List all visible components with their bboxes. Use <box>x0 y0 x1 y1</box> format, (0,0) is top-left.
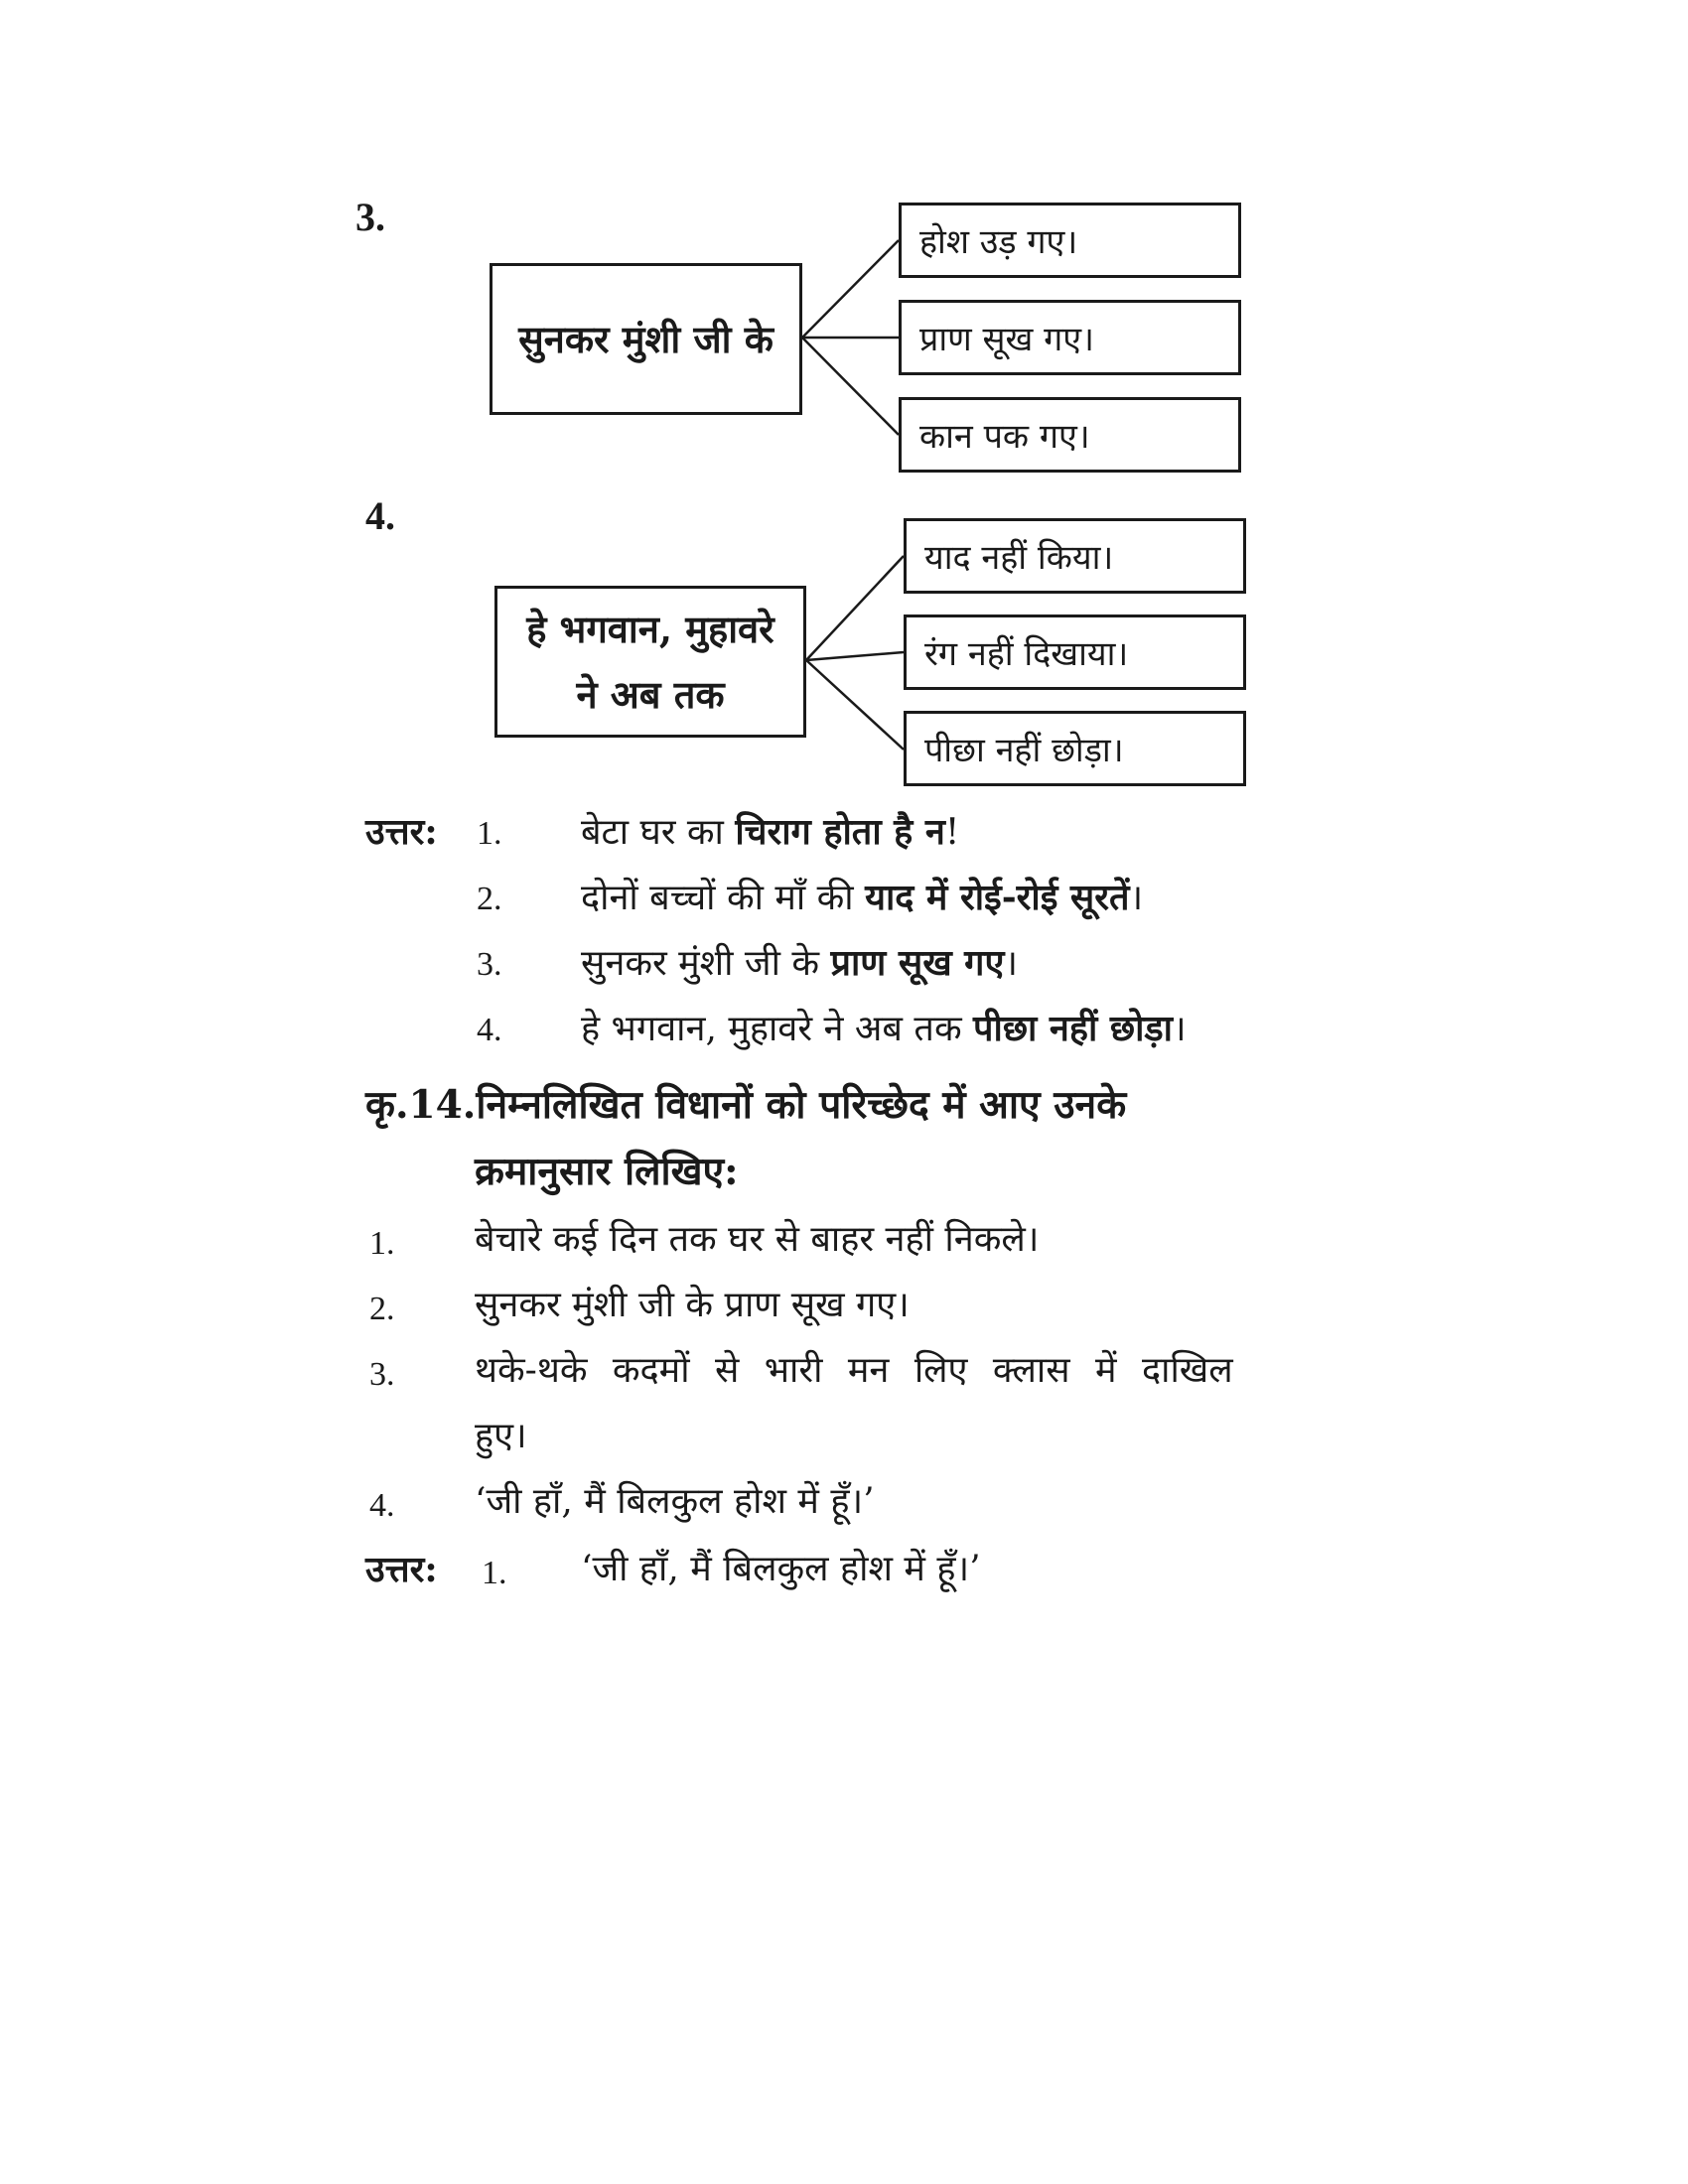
answer1-item-4-end: । <box>1173 1009 1187 1049</box>
answer2-label: उत्तर: <box>365 1549 438 1590</box>
q14-item-3-text: थके-थके कदमों से भारी मन लिए क्लास में दाखिल <box>475 1350 1233 1391</box>
answer1-item-1 <box>581 807 959 858</box>
q3-connector-3 <box>802 338 899 435</box>
q4-stem-line-1: हे भगवान, मुहावरे <box>526 606 774 651</box>
q14-item-2-text: सुनकर मुंशी जी के प्राण सूख गए। <box>475 1285 910 1325</box>
answer1-item-2-num: 2. <box>477 881 502 917</box>
q3-option-2 <box>899 300 1241 375</box>
answer1-item-3 <box>581 938 1018 989</box>
q4-connector-2 <box>806 652 904 660</box>
q4-option-2 <box>904 614 1246 690</box>
q3-number: 3. <box>355 195 385 239</box>
q4-option-3-text: पीछा नहीं छोड़ा। <box>924 731 1124 770</box>
answer2-text: ‘जी हाँ, मैं बिलकुल होश में हूँ।’ <box>581 1549 981 1589</box>
answer1-item-3-normal: सुनकर मुंशी जी के <box>581 943 831 984</box>
answer1-item-4-num: 4. <box>477 1012 502 1048</box>
answer1-item-4-normal: हे भगवान, मुहावरे ने अब तक <box>581 1009 974 1049</box>
answer1-item-2-end: । <box>1129 878 1144 918</box>
q14-item-2-num: 2. <box>369 1291 395 1327</box>
answer2-num: 1. <box>482 1555 507 1591</box>
q14-item-4-num: 4. <box>369 1487 395 1524</box>
answer1-item-2-bold: याद में रोई-रोई सूरतें <box>865 877 1130 918</box>
q14-item-1-num: 1. <box>369 1225 395 1262</box>
answer1-item-3-bold: प्राण सूख गए <box>830 942 1005 984</box>
q14-item-3-num: 3. <box>369 1356 395 1393</box>
answer1-item-1-bold: चिराग होता है न <box>735 811 945 853</box>
q3-option-1-text: होश उड़ गए। <box>919 222 1078 262</box>
answer1-item-2 <box>581 873 1143 923</box>
q4-connector-3 <box>806 660 904 750</box>
q14-title-line-1 <box>365 1080 1126 1130</box>
answer1-item-4-bold: पीछा नहीं छोड़ा <box>973 1008 1174 1049</box>
q4-stem-line-2: ने अब तक <box>576 671 725 717</box>
q14-item-1-text: बेचारे कई दिन तक घर से बाहर नहीं निकले। <box>475 1219 1040 1260</box>
q3-stem-text: सुनकर मुंशी जी के <box>518 316 774 361</box>
q4-option-3 <box>904 711 1246 786</box>
q4-number: 4. <box>365 493 395 538</box>
answer1-item-2-normal: दोनों बच्चों की माँ की <box>581 878 866 918</box>
q4-connector-1 <box>806 556 904 660</box>
q14-item-3-text-2: हुए। <box>475 1416 527 1456</box>
q4-stem-box <box>494 586 806 738</box>
q14-title-text-1: निम्नलिखित विधानों को परिच्छेद में आए उनके <box>476 1082 1127 1128</box>
answer1-item-1-normal: बेटा घर का <box>581 812 736 853</box>
q3-option-1 <box>899 203 1241 278</box>
q3-option-2-text: प्राण सूख गए। <box>919 320 1094 359</box>
q4-option-2-text: रंग नहीं दिखाया। <box>924 634 1129 674</box>
q3-option-3-text: कान पक गए। <box>919 417 1090 457</box>
q14-prefix: कृ.14. <box>365 1082 477 1128</box>
q3-connector-1 <box>802 240 899 338</box>
answer1-item-3-num: 3. <box>477 946 502 983</box>
answer1-item-3-end: । <box>1004 943 1019 984</box>
answer1-label: उत्तर: <box>365 811 438 853</box>
q3-stem-box <box>490 263 802 415</box>
q14-title-line-2: क्रमानुसार लिखिए: <box>475 1149 739 1194</box>
answer1-item-1-end: ! <box>944 812 960 853</box>
q4-option-1 <box>904 518 1246 594</box>
q4-option-1-text: याद नहीं किया। <box>924 538 1114 578</box>
q3-option-3 <box>899 397 1241 473</box>
answer1-item-4 <box>581 1004 1187 1054</box>
answer1-item-1-num: 1. <box>477 815 502 852</box>
q14-item-4-text: ‘जी हाँ, मैं बिलकुल होश में हूँ।’ <box>475 1481 875 1522</box>
